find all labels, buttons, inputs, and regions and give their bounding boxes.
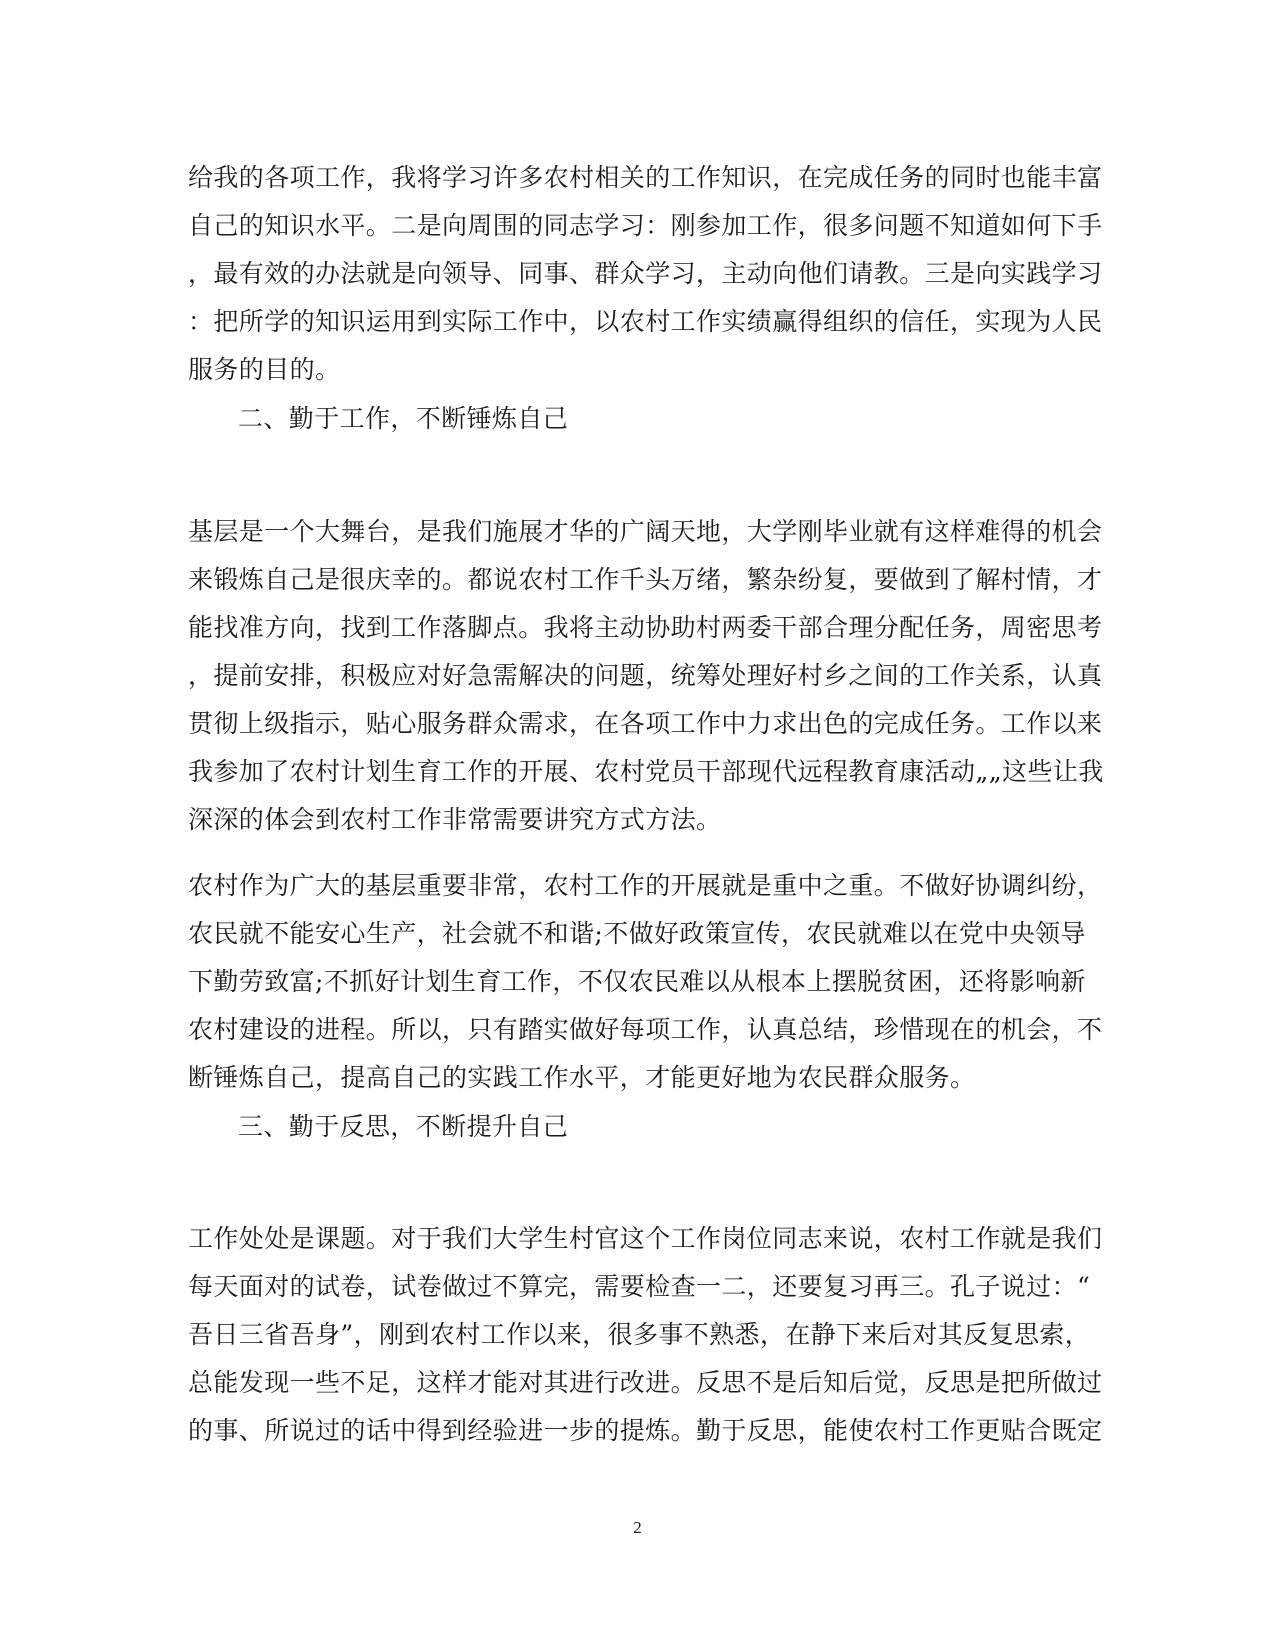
paragraph-line: 能找准方向，找到工作落脚点。我将主动协助村两委干部合理分配任务，周密思考 (188, 613, 1103, 642)
paragraph-line: 吾日三省吾身”，刚到农村工作以来，很多事不熟悉，在静下来后对其反复思索， (188, 1320, 1091, 1349)
paragraph-line: 农民就不能安心生产，社会就不和谐;不做好政策宣传，农民就难以在党中央领导 (188, 919, 1086, 948)
paragraph-line: 断锤炼自己，提高自己的实践工作水平，才能更好地为农民群众服务。 (188, 1063, 976, 1092)
paragraph-line: 自己的知识水平。二是向周围的同志学习：刚参加工作，很多问题不知道如何下手 (188, 211, 1103, 240)
paragraph-line: 每天面对的试卷，试卷做过不算完，需要检查一二，还要复习再三。孔子说过：“ (188, 1272, 1091, 1301)
paragraph-line: ：把所学的知识运用到实际工作中，以农村工作实绩赢得组织的信任，实现为人民 (188, 307, 1103, 336)
paragraph-2 (188, 508, 1104, 844)
paragraph-line: 给我的各项工作，我将学习许多农村相关的工作知识，在完成任务的同时也能丰富 (188, 163, 1103, 192)
section-heading-2: 二、勤于工作，不断锤炼自己 (238, 404, 569, 433)
paragraph-3 (188, 862, 1103, 1102)
page-number: 2 (633, 1518, 642, 1537)
paragraph-line: 工作处处是课题。对于我们大学生村官这个工作岗位同志来说，农村工作就是我们 (188, 1224, 1103, 1253)
paragraph-line: 深深的体会到农村工作非常需要讲究方式方法。 (188, 805, 722, 834)
paragraph-line: ，最有效的办法就是向领导、同事、群众学习，主动向他们请教。三是向实践学习 (188, 259, 1103, 288)
paragraph-line: 农村作为广大的基层重要非常，农村工作的开展就是重中之重。不做好协调纠纷， (188, 871, 1103, 900)
paragraph-line: 我参加了农村计划生育工作的开展、农村党员干部现代远程教育康活动„„这些让我 (188, 757, 1104, 786)
paragraph-line: 贯彻上级指示，贴心服务群众需求，在各项工作中力求出色的完成任务。工作以来 (188, 709, 1103, 738)
paragraph-line: 基层是一个大舞台，是我们施展才华的广阔天地，大学刚毕业就有这样难得的机会 (188, 517, 1103, 546)
paragraph-line: 的事、所说过的话中得到经验进一步的提炼。勤于反思，能使农村工作更贴合既定 (188, 1416, 1103, 1445)
section-heading-3: 三、勤于反思，不断提升自己 (238, 1112, 569, 1141)
paragraph-line: 总能发现一些不足，这样才能对其进行改进。反思不是后知后觉，反思是把所做过 (188, 1368, 1103, 1397)
paragraph-line: 服务的目的。 (188, 355, 341, 384)
paragraph-line: ，提前安排，积极应对好急需解决的问题，统筹处理好村乡之间的工作关系，认真 (188, 661, 1103, 690)
paragraph-line: 来锻炼自己是很庆幸的。都说农村工作千头万绪，繁杂纷复，要做到了解村情，才 (188, 565, 1103, 594)
paragraph-1 (188, 154, 1103, 394)
paragraph-line: 农村建设的进程。所以，只有踏实做好每项工作，认真总结，珍惜现在的机会，不 (188, 1015, 1103, 1044)
paragraph-4 (188, 1215, 1103, 1455)
paragraph-line: 下勤劳致富;不抓好计划生育工作，不仅农民难以从根本上摆脱贫困，还将影响新 (188, 967, 1086, 996)
